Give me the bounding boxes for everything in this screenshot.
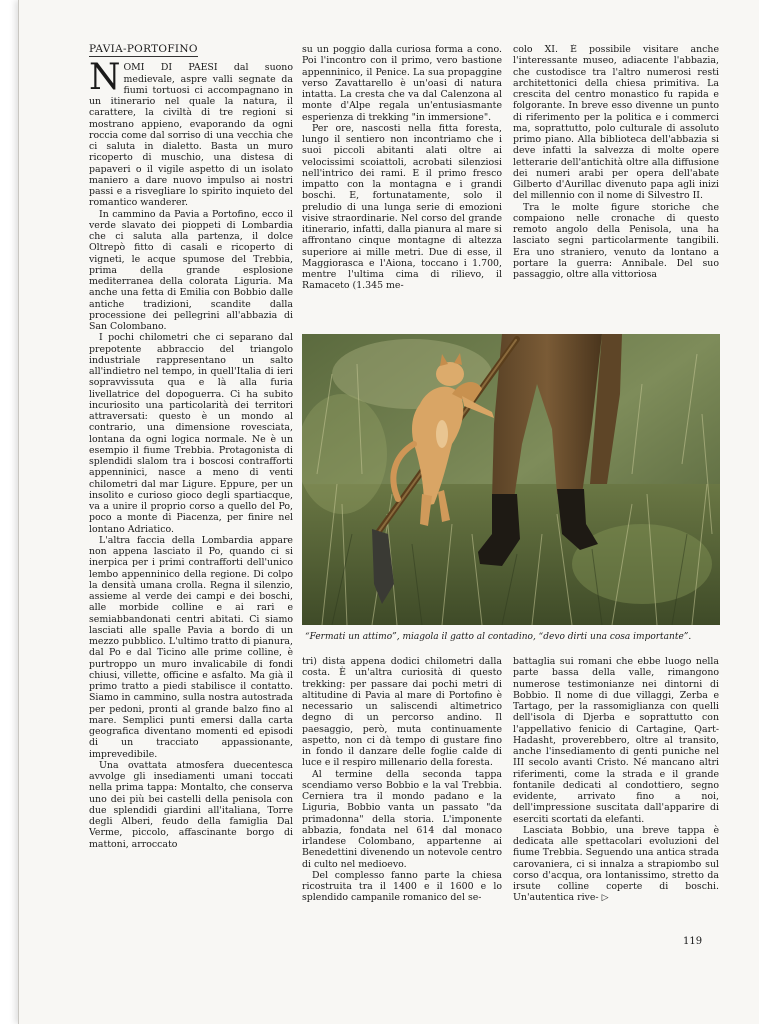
paragraph: su un poggio dalla curiosa forma a cono. Poi l'incontro con il primo, vero bastione appenninico, il Penice. La sua propaggine verso Zavattarello è un'oasi di natura intatta. La cresta che va dal Calenzona al monte d'Alpe regala un'entusiasmante esperienza di trekking "in immersione". <box>302 44 502 123</box>
continue-arrow-icon: ▷ <box>601 893 609 904</box>
paragraph: Una ovattata atmosfera duecentesca avvolge gli insediamenti umani toccati nella prima tappa: Montalto, che conserva uno dei più bei castelli della penisola con due splendidi giardini all'italiana, Torre degli Alberi, feudo della famiglia Dal Verme, piccolo, affascinante borgo di mattoni, arroccato <box>89 759 293 850</box>
paragraph: Al termine della seconda tappa scendiamo verso Bobbio e la val Trebbia. Cerniera tra il mondo padano e la Liguria, Bobbio vanta un passato "da primadonna" della storia. L'imponente abbazia, fondata nel 614 dal monaco irlandese Colombano, appartenne ai Benedettini divenendo un notevole centro di culto nel medioevo. <box>302 768 502 870</box>
paragraph: Tra le molte figure storiche che compaiono nelle cronache di questo remoto angolo della Penisola, una ha lasciato segni particolarmente tangibili. Era uno straniero, venuto da lontano a portare la guerra: Annibale. Del suo passaggio, oltre alla vittoriosa <box>513 201 719 280</box>
column-2-bottom <box>302 656 502 931</box>
page-number: 119 <box>683 936 703 947</box>
magazine-page <box>18 0 759 1024</box>
section-label: PAVIA-PORTOFINO <box>89 44 198 57</box>
photo-cat-and-farmer <box>302 334 720 625</box>
column-1 <box>89 44 293 929</box>
column-3-bottom <box>513 656 719 931</box>
column-2-top <box>302 44 502 326</box>
paragraph: colo XI. È possibile visitare anche l'interessante museo, adiacente l'abbazia, che custodisce tra l'altro numerosi resti architettonici della chiesa primitiva. La crescita del centro monastico fu rapida e folgorante. In breve esso divenne un punto di riferimento per la politica e i commerci ma, soprattutto, polo culturale di assoluto primo piano. Alla biblioteca dell'abbazia si deve infatti la salvezza di molte opere letterarie dell'antichità oltre alla diffusione dei numeri arabi per opera dell'abate Gilberto d'Aurillac divenuto papa agli inizi del millennio con il nome di Silvestro II. <box>513 44 719 202</box>
paragraph: I pochi chilometri che ci separano dal prepotente abbraccio del triangolo industriale rappresentano un salto all'indietro nel tempo, in quell'Italia di ieri sopravvissuta qua e là alla furia livellatrice del dopoguerra. Ci ha subito incuriosito una particolarità dei territori attraversati: questo è un mondo al contrario, una dimensione rovesciata, lontana da ogni logica normale. Ne è un esempio il fiume Trebbia. Protagonista di splendidi slalom tra i boscosi contrafforti appenninici, nasce a meno di venti chilometri dal mar Ligure. Eppure, per un insolito e curioso gioco degli spartiacque, va a unire il proprio corso a quello del Po, poco a monte di Piacenza, per finire nel lontano Adriatico. <box>89 332 293 535</box>
paragraph: In cammino da Pavia a Portofino, ecco il verde slavato dei pioppeti di Lombardia che ci saluta alla partenza, il dolce Oltrepò fitto di casali e ricoperto di vigneti, le acque spumose del Trebbia, prima della grande esplosione mediterranea della colorata Liguria. Ma anche una fetta di Emilia con Bobbio dalle antiche tradizioni, scandite dalla processione dei pellegrini all'abbazia di San Colombano. <box>89 208 293 332</box>
paragraph: L'altra faccia della Lombardia appare non appena lasciato il Po, quando ci si inerpica per i primi contrafforti dell'unico lembo appenninico della regione. Di colpo la densità umana crolla. Regna il silenzio, assieme al verde dei campi e dei boschi, alle morbide colline e ai rari e semiabbandonati centri abitati. Ci siamo lasciati alle spalle Pavia a bordo di un mezzo pubblico. L'ultimo tratto di pianura, dal Po e dal Ticino alle prime colline, è purtroppo un muro invalicabile di fondi chiusi, villette, officine e asfalto. Ma già il primo tratto a piedi stabilisce il contatto. Siamo in cammino, sulla nostra autostrada per pedoni, pronti al grande balzo fino al mare. Semplici punti emersi dalla carta geografica diventano momenti ed episodi di un tracciato appassionante, imprevedibile. <box>89 534 293 760</box>
paragraph <box>513 825 719 905</box>
lead-paragraph <box>89 57 293 209</box>
paragraph: battaglia sui romani che ebbe luogo nella parte bassa della valle, rimangono numerose testimonianze nei dintorni di Bobbio. Il nome di due villaggi, Zerba e Tartago, per la rassomiglianza con quelli dell'isola di Djerba e soprattutto con l'appellativo fenicio di Cartagine, Qart-Hadasht, proverebbero, oltre al transito, anche l'insediamento di genti puniche nel III secolo avanti Cristo. Né mancano altri riferimenti, come la strada e il grande fontanile dedicati al condottiero, segno evidente, arrivato fino a noi, dell'impressione suscitata dall'apparire di eserciti scortati da elefanti. <box>513 656 719 825</box>
drop-cap: N <box>89 57 121 99</box>
paragraph: Del complesso fanno parte la chiesa ricostruita tra il 1400 e il 1600 e lo splendido campanile romanico del se- <box>302 869 502 904</box>
paragraph-text: Lasciata Bobbio, una breve tappa è dedicata alle spettacolari evoluzioni del fiume Trebbia. Seguendo una antica strada carovaniera, ci si innalza a strapiombo sul corso d'acqua, ora lontanissimo, stretto da irsute colline coperte di boschi. Un'autentica rive- <box>513 824 719 904</box>
lead-text: OMI DI PAESI dal suono medievale, aspre valli segnate da fiumi tortuosi ci accompagnano in un itinerario nel quale la natura, il carattere, la civiltà di tre regioni si mostrano appieno, evaporando da ogni roccia come dal sorriso di una vecchia che ci saluta in dialetto. Basta un muro ricoperto di muschio, una distesa di papaveri o il vigile aspetto di un isolato maniero a dare nuovo impulso ai nostri passi e a risvegliare lo spirito inquieto del romantico wanderer. <box>89 62 293 209</box>
column-3-top <box>513 44 719 326</box>
paragraph: Per ore, nascosti nella fitta foresta, lungo il sentiero non incontriamo che i suoi piccoli abitanti alati oltre ai velocissimi scoiattoli, acrobati silenziosi nell'intrico dei rami. E il primo fresco impatto con la montagna e i grandi boschi. E, fortunatamente, solo il preludio di una lunga serie di emozioni visive straordinarie. Nel corso del grande itinerario, infatti, dalla pianura al mare si affrontano cinque montagne di altezza superiore ai mille metri. Due di esse, il Maggiorasca e l'Aiona, toccano i 1.700, mentre l'ultima cima di rilievo, il Ramaceto (1.345 me- <box>302 122 502 292</box>
paragraph: tri) dista appena dodici chilometri dalla costa. È un'altra curiosità di questo trekking: per passare dai pochi metri di altitudine di Pavia al mare di Portofino è necessario un saliscendi altimetrico degno di un percorso andino. Il paesaggio, però, muta continuamente aspetto, non ci dà tempo di gustare fino in fondo il danzare delle foglie calde di luce e il respiro millenario della foresta. <box>302 656 502 769</box>
photo-caption: “Fermati un attimo”, miagola il gatto al contadino, “devo dirti una cosa importante”. <box>305 632 692 642</box>
